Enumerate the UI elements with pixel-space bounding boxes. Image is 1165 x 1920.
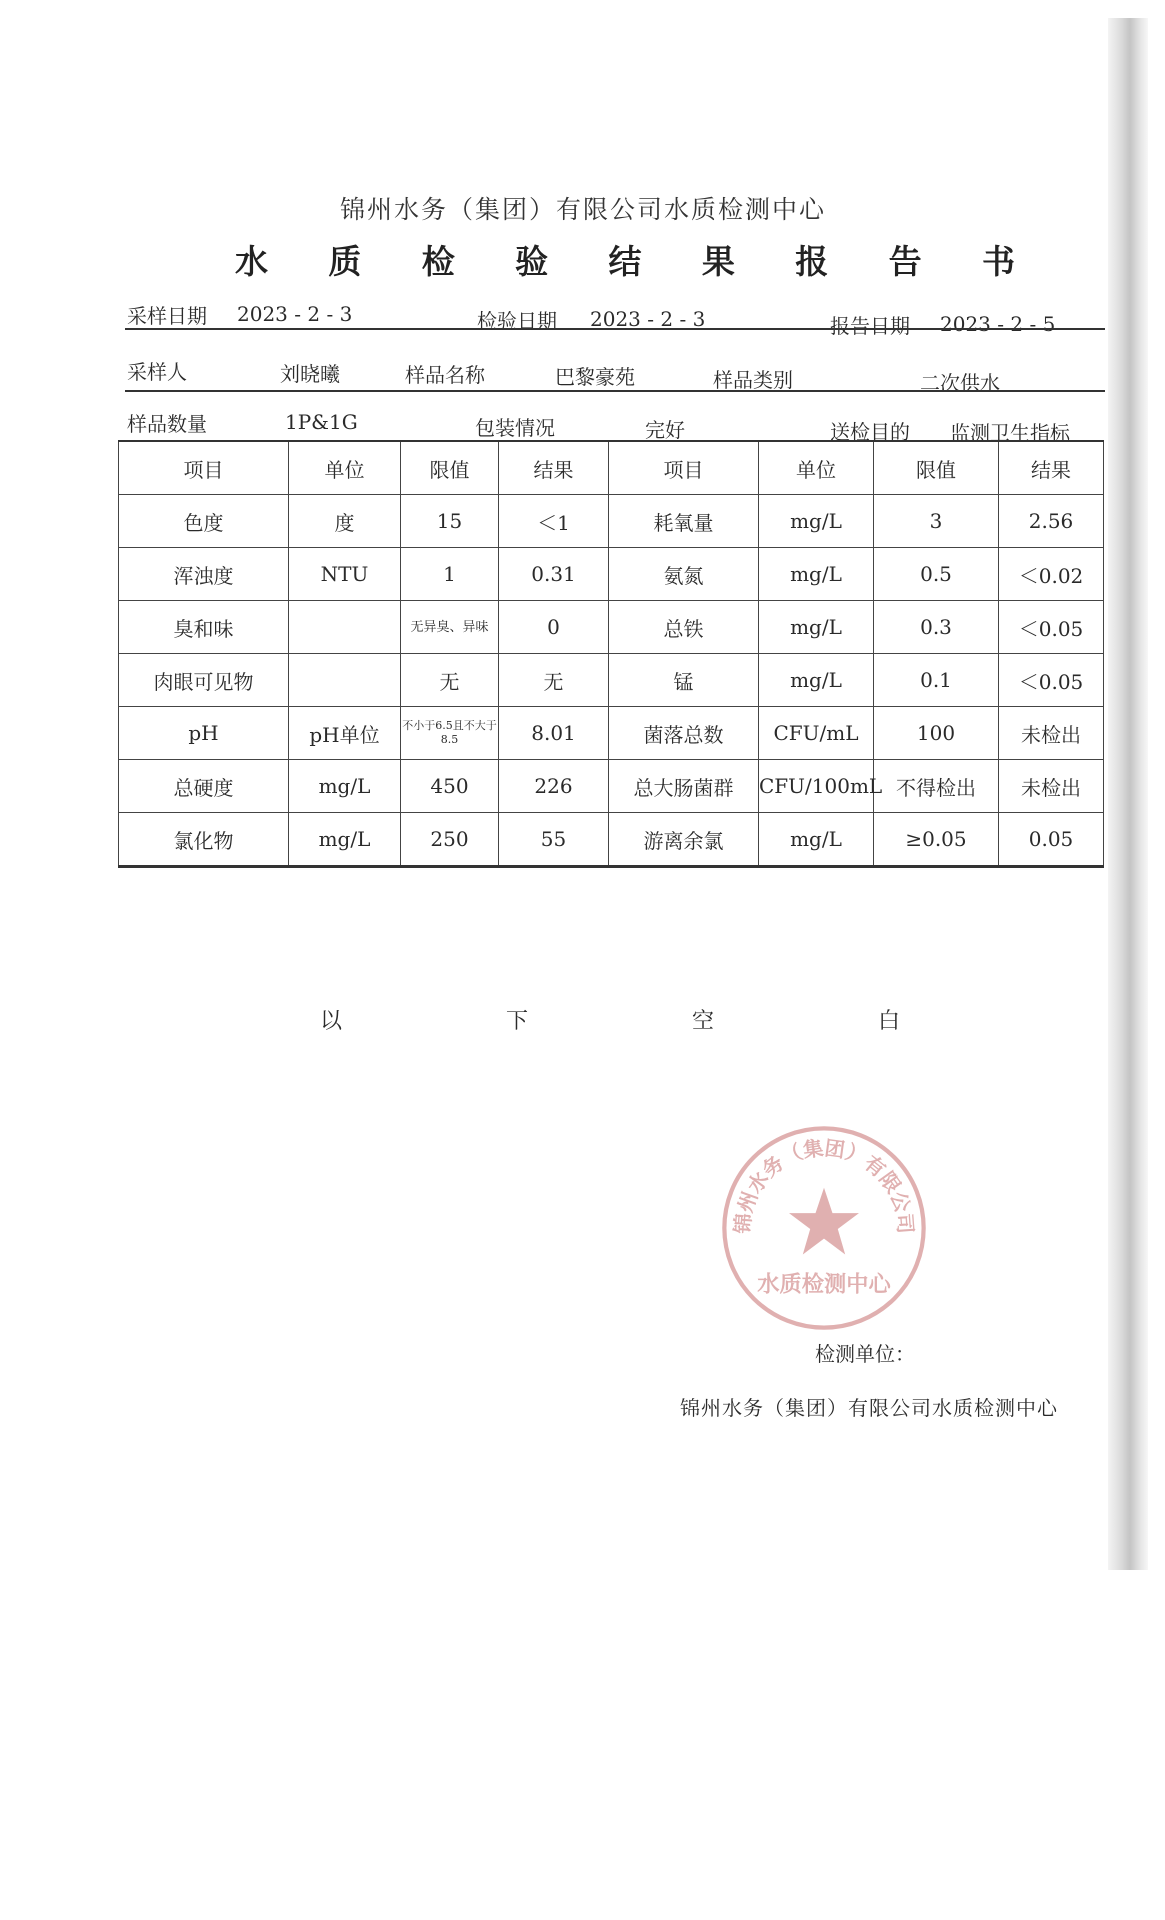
table-cell: 0 bbox=[499, 601, 609, 654]
sampling-date-label: 采样日期 bbox=[127, 304, 207, 328]
table-cell: 耗氧量 bbox=[609, 495, 759, 548]
report-title-char: 检 bbox=[421, 242, 455, 281]
blank-note-char: 以 bbox=[320, 1009, 343, 1034]
scan-shadow-edge bbox=[1108, 18, 1148, 1570]
sampling-date-value: 2023 - 2 - 3 bbox=[237, 302, 353, 326]
table-cell: 不得检出 bbox=[874, 760, 999, 813]
packaging-value: 完好 bbox=[645, 418, 685, 442]
report-date-value: 2023 - 2 - 5 bbox=[940, 312, 1056, 336]
header-cell: 单位 bbox=[759, 441, 874, 495]
header-cell: 项目 bbox=[609, 441, 759, 495]
table-cell: mg/L bbox=[759, 813, 874, 867]
table-row bbox=[119, 548, 1104, 601]
info-row-packaging bbox=[125, 406, 1105, 445]
table-cell: ＜1 bbox=[499, 495, 609, 548]
blank-note-char: 空 bbox=[691, 1009, 714, 1034]
table-cell: 游离余氯 bbox=[609, 813, 759, 867]
sample-name-label: 样品名称 bbox=[405, 363, 485, 387]
report-title-char: 水 bbox=[235, 242, 268, 281]
table-cell: 锰 bbox=[609, 654, 759, 707]
test-date-label: 检验日期 bbox=[477, 309, 557, 333]
table-cell: mg/L bbox=[759, 601, 874, 654]
report-title-char: 验 bbox=[515, 242, 549, 281]
table-cell: 0.5 bbox=[874, 548, 999, 601]
report-title-char: 报 bbox=[795, 242, 829, 281]
table-cell bbox=[289, 654, 401, 707]
table-cell: 55 bbox=[499, 813, 609, 867]
table-cell: 肉眼可见物 bbox=[119, 654, 289, 707]
info-row-sample bbox=[125, 354, 1105, 395]
table-cell: ＜0.05 bbox=[999, 601, 1104, 654]
report-title bbox=[235, 236, 1015, 283]
sampler-value: 刘晓曦 bbox=[280, 362, 340, 386]
header-cell: 限值 bbox=[874, 441, 999, 495]
table-cell: 无异臭、异味 bbox=[401, 601, 499, 654]
table-cell: 8.01 bbox=[499, 707, 609, 760]
purpose-label: 送检目的 bbox=[830, 420, 910, 444]
report-title-char: 质 bbox=[328, 242, 362, 281]
packaging-label: 包装情况 bbox=[475, 416, 555, 440]
table-cell: mg/L bbox=[759, 548, 874, 601]
table-cell: 臭和味 bbox=[119, 601, 289, 654]
table-cell bbox=[289, 601, 401, 654]
sample-qty-value: 1P&1G bbox=[285, 410, 358, 434]
table-cell: 0.1 bbox=[874, 654, 999, 707]
table-cell: pH单位 bbox=[289, 707, 401, 760]
table-cell: mg/L bbox=[289, 813, 401, 867]
table-row bbox=[119, 707, 1104, 760]
org-title: 锦州水务（集团）有限公司水质检测中心 bbox=[340, 195, 827, 224]
table-cell: ≥0.05 bbox=[874, 813, 999, 867]
table-cell: NTU bbox=[289, 548, 401, 601]
table-cell: 无 bbox=[401, 654, 499, 707]
purpose-value: 监测卫生指标 bbox=[950, 421, 1070, 445]
table-cell: 3 bbox=[874, 495, 999, 548]
header-cell: 限值 bbox=[401, 441, 499, 495]
table-cell: ＜0.02 bbox=[999, 548, 1104, 601]
table-cell: 未检出 bbox=[999, 760, 1104, 813]
table-row bbox=[119, 760, 1104, 813]
info-row-underline bbox=[125, 328, 1105, 330]
sampler-label: 采样人 bbox=[127, 360, 187, 384]
sample-type-value: 二次供水 bbox=[920, 371, 1000, 395]
table-cell: 总硬度 bbox=[119, 760, 289, 813]
testing-unit-label: 检测单位： bbox=[815, 1342, 915, 1366]
info-row-underline bbox=[125, 390, 1105, 392]
results-table bbox=[118, 440, 1104, 868]
table-cell: 总大肠菌群 bbox=[609, 760, 759, 813]
sample-name-value: 巴黎豪苑 bbox=[555, 365, 635, 389]
report-date-label: 报告日期 bbox=[830, 314, 910, 338]
header-cell: 项目 bbox=[119, 441, 289, 495]
table-cell: mg/L bbox=[759, 654, 874, 707]
header-cell: 结果 bbox=[499, 441, 609, 495]
table-cell: 2.56 bbox=[999, 495, 1104, 548]
table-cell: mg/L bbox=[759, 495, 874, 548]
header-cell: 单位 bbox=[289, 441, 401, 495]
table-cell: 度 bbox=[289, 495, 401, 548]
table-cell: ＜0.05 bbox=[999, 654, 1104, 707]
table-cell: 0.3 bbox=[874, 601, 999, 654]
seal-inner-text: 水质检测中心 bbox=[757, 1271, 891, 1298]
info-row-dates bbox=[125, 296, 1105, 338]
table-cell: pH bbox=[119, 707, 289, 760]
table-cell: 250 bbox=[401, 813, 499, 867]
blank-note-char: 下 bbox=[505, 1009, 528, 1034]
table-row bbox=[119, 654, 1104, 707]
official-seal-stamp bbox=[718, 1122, 930, 1334]
blank-note-char: 白 bbox=[877, 1009, 900, 1034]
table-cell: 0.31 bbox=[499, 548, 609, 601]
table-cell: CFU/100mL bbox=[759, 760, 874, 813]
table-cell: 浑浊度 bbox=[119, 548, 289, 601]
blank-below-note bbox=[320, 1004, 900, 1035]
table-cell: 氯化物 bbox=[119, 813, 289, 867]
testing-unit-name: 锦州水务（集团）有限公司水质检测中心 bbox=[680, 1396, 1058, 1420]
table-cell: 15 bbox=[401, 495, 499, 548]
table-cell: CFU/mL bbox=[759, 707, 874, 760]
report-title-char: 果 bbox=[701, 242, 735, 281]
seal-star-icon bbox=[789, 1188, 859, 1255]
table-cell: 无 bbox=[499, 654, 609, 707]
table-row bbox=[119, 813, 1104, 867]
table-cell: mg/L bbox=[289, 760, 401, 813]
table-cell: 100 bbox=[874, 707, 999, 760]
table-row bbox=[119, 601, 1104, 654]
report-title-char: 告 bbox=[888, 242, 922, 281]
table-cell: 226 bbox=[499, 760, 609, 813]
sample-qty-label: 样品数量 bbox=[127, 412, 207, 436]
table-cell: 氨氮 bbox=[609, 548, 759, 601]
table-header-row bbox=[119, 441, 1104, 495]
table-cell: 色度 bbox=[119, 495, 289, 548]
table-cell: 1 bbox=[401, 548, 499, 601]
table-cell: 总铁 bbox=[609, 601, 759, 654]
table-cell: 450 bbox=[401, 760, 499, 813]
table-cell: 不小于6.5且不大于8.5 bbox=[401, 707, 499, 760]
table-cell: 菌落总数 bbox=[609, 707, 759, 760]
table-cell: 未检出 bbox=[999, 707, 1104, 760]
header-cell: 结果 bbox=[999, 441, 1104, 495]
table-row bbox=[119, 495, 1104, 548]
table-cell: 0.05 bbox=[999, 813, 1104, 867]
sample-type-label: 样品类别 bbox=[713, 368, 793, 392]
seal-outer-text: 锦州水务（集团）有限公司 bbox=[730, 1135, 918, 1235]
report-title-char: 书 bbox=[982, 242, 1015, 281]
test-date-value: 2023 - 2 - 3 bbox=[590, 307, 706, 331]
report-title-char: 结 bbox=[608, 242, 642, 281]
